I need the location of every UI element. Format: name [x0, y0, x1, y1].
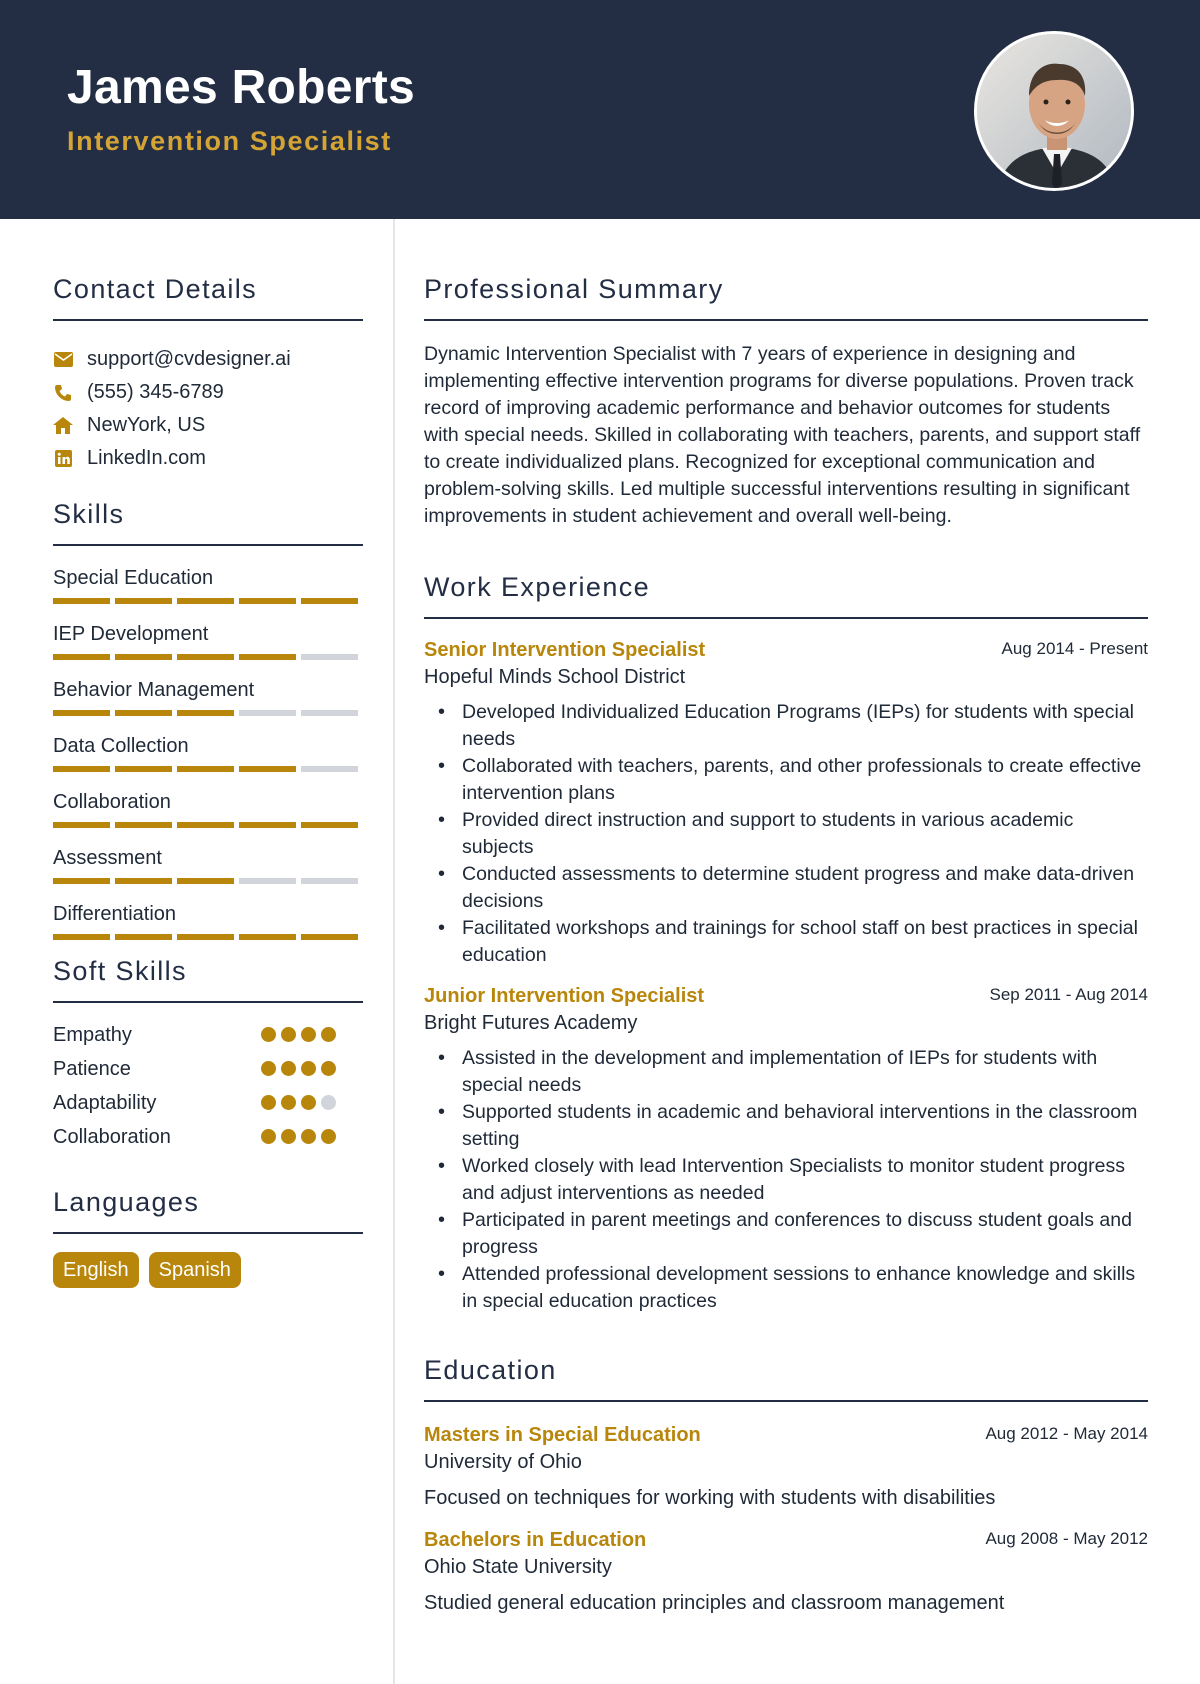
skill-item — [53, 564, 363, 604]
soft-skill-name: Collaboration — [53, 1126, 171, 1148]
skill-item — [53, 844, 363, 884]
soft-skill-name: Adaptability — [53, 1092, 157, 1114]
rating-dot — [261, 1129, 276, 1144]
contact-list — [53, 343, 363, 475]
resume-header — [0, 0, 1200, 219]
skill-level-segment — [53, 878, 110, 884]
language-tag: English — [53, 1252, 139, 1288]
skill-level-segment — [239, 766, 296, 772]
rating-dot — [261, 1095, 276, 1110]
right-column — [424, 219, 1148, 1617]
skills-section — [53, 499, 363, 940]
rating-dot — [281, 1027, 296, 1042]
job-bullet: • Assisted in the development and implementation of IEPs for students with special needs — [424, 1045, 1148, 1099]
summary-text: Dynamic Intervention Specialist with 7 years of experience in designing and implementing effective intervention programs for diverse populations. Proven track record of improving academic performance and behavior outcomes for students with special needs. Skilled in collaborating with teachers, parents, and support staff to create individualized plans. Recognized for exceptional communication and problem-solving skills. Led multiple successful interventions resulting in significant improvements in student achievement and overall well-being. — [424, 343, 1141, 527]
education-entry — [424, 1527, 1148, 1617]
skill-level-segment — [301, 934, 358, 940]
soft-skill-item — [53, 1018, 363, 1052]
skill-level-segment — [177, 934, 234, 940]
school-name: University of Ohio — [424, 1451, 582, 1473]
summary-heading: Professional Summary — [424, 274, 1148, 321]
degree-title: Masters in Special Education — [424, 1424, 701, 1446]
skill-name: Special Education — [53, 567, 214, 589]
skill-level-segment — [177, 822, 234, 828]
job-bullet: • Conducted assessments to determine student progress and make data-driven decisions — [424, 861, 1148, 915]
skill-level-segment — [53, 766, 110, 772]
skill-level-bar — [53, 654, 363, 660]
skill-name: Behavior Management — [53, 679, 255, 701]
job-entry — [424, 983, 1148, 1315]
job-organization: Hopeful Minds School District — [424, 666, 686, 688]
soft-skill-name: Empathy — [53, 1024, 132, 1046]
skill-level-segment — [53, 654, 110, 660]
skill-level-segment — [177, 878, 234, 884]
job-bullet: • Supported students in academic and behavioral interventions in the classroom setting — [424, 1099, 1148, 1153]
profile-photo — [977, 34, 1134, 191]
soft-skill-item — [53, 1052, 363, 1086]
languages-section — [53, 1187, 363, 1288]
skill-level-segment — [115, 766, 172, 772]
education-date: Aug 2008 - May 2012 — [985, 1529, 1148, 1548]
contact-phone[interactable] — [53, 376, 363, 409]
skill-item — [53, 676, 363, 716]
contact-location — [53, 409, 363, 442]
job-organization: Bright Futures Academy — [424, 1012, 638, 1034]
envelope-icon — [53, 350, 73, 370]
rating-dot — [261, 1027, 276, 1042]
job-bullet: • Collaborated with teachers, parents, and other professionals to create effective intervention plans — [424, 753, 1148, 807]
rating-dot — [281, 1095, 296, 1110]
contact-linkedin[interactable] — [53, 442, 363, 475]
job-entry — [424, 637, 1148, 969]
skill-level-segment — [115, 598, 172, 604]
languages-heading: Languages — [53, 1187, 363, 1234]
candidate-name: James Roberts — [67, 61, 416, 114]
skill-level-segment — [177, 598, 234, 604]
skill-item — [53, 732, 363, 772]
column-divider — [393, 219, 395, 1684]
skill-level-segment — [115, 878, 172, 884]
skill-level-segment — [301, 822, 358, 828]
job-date: Sep 2011 - Aug 2014 — [989, 985, 1148, 1004]
rating-dot — [301, 1129, 316, 1144]
contact-heading: Contact Details — [53, 274, 363, 321]
skill-level-segment — [239, 822, 296, 828]
education-section — [424, 1355, 1148, 1617]
skill-level-bar — [53, 766, 363, 772]
job-bullet: • Attended professional development sessions to enhance knowledge and skills in special education practices — [424, 1261, 1148, 1315]
skill-level-segment — [177, 766, 234, 772]
skills-heading: Skills — [53, 499, 363, 546]
soft-skill-rating — [261, 1129, 351, 1145]
school-name: Ohio State University — [424, 1556, 612, 1578]
contact-location-text: NewYork, US — [87, 414, 206, 436]
skill-level-bar — [53, 598, 363, 604]
job-bullets — [424, 699, 1148, 969]
skill-level-segment — [53, 710, 110, 716]
skill-level-bar — [53, 934, 363, 940]
left-column — [53, 219, 363, 1288]
skill-item — [53, 620, 363, 660]
experience-heading: Work Experience — [424, 572, 1148, 619]
job-title: Senior Intervention Specialist — [424, 639, 706, 661]
skill-level-segment — [177, 654, 234, 660]
phone-icon — [53, 383, 73, 403]
skill-level-segment — [115, 934, 172, 940]
home-icon — [53, 416, 73, 436]
job-bullet: • Provided direct instruction and support to students in various academic subjects — [424, 807, 1148, 861]
soft-skill-name: Patience — [53, 1058, 131, 1080]
skill-level-segment — [53, 822, 110, 828]
contact-email[interactable] — [53, 343, 363, 376]
languages-list — [53, 1252, 363, 1288]
skill-name: Data Collection — [53, 735, 189, 757]
skills-list — [53, 564, 363, 940]
skill-level-segment — [115, 710, 172, 716]
rating-dot — [281, 1061, 296, 1076]
job-bullet: • Developed Individualized Education Programs (IEPs) for students with special needs — [424, 699, 1148, 753]
contact-section — [53, 274, 363, 475]
rating-dot — [301, 1061, 316, 1076]
education-description: Studied general education principles and classroom management — [424, 1592, 1005, 1614]
skill-name: Assessment — [53, 847, 162, 869]
skill-level-segment — [239, 654, 296, 660]
summary-section — [424, 274, 1148, 530]
rating-dot — [301, 1095, 316, 1110]
contact-linkedin-text: LinkedIn.com — [87, 447, 206, 469]
rating-dot — [321, 1129, 336, 1144]
skill-level-segment — [239, 710, 296, 716]
soft-skill-rating — [261, 1061, 351, 1077]
skill-name: IEP Development — [53, 623, 209, 645]
experience-section — [424, 572, 1148, 1315]
soft-skill-rating — [261, 1027, 351, 1043]
skill-level-segment — [239, 878, 296, 884]
linkedin-icon — [53, 449, 73, 469]
rating-dot — [321, 1027, 336, 1042]
skill-level-bar — [53, 878, 363, 884]
education-heading: Education — [424, 1355, 1148, 1402]
education-entry — [424, 1422, 1148, 1512]
skill-level-segment — [301, 598, 358, 604]
job-bullets — [424, 1045, 1148, 1315]
soft-skill-item — [53, 1120, 363, 1154]
job-bullet: • Worked closely with lead Intervention Specialists to monitor student progress and adjust interventions as needed — [424, 1153, 1148, 1207]
skill-level-segment — [239, 934, 296, 940]
skill-level-bar — [53, 710, 363, 716]
soft-skill-rating — [261, 1095, 351, 1111]
skill-item — [53, 788, 363, 828]
skill-level-segment — [301, 878, 358, 884]
skill-level-segment — [239, 598, 296, 604]
soft-skills-list — [53, 1018, 363, 1154]
skill-level-segment — [301, 766, 358, 772]
rating-dot — [281, 1129, 296, 1144]
soft-skill-item — [53, 1086, 363, 1120]
degree-title: Bachelors in Education — [424, 1529, 647, 1551]
job-bullet: • Participated in parent meetings and conferences to discuss student goals and progress — [424, 1207, 1148, 1261]
candidate-title: Intervention Specialist — [67, 126, 392, 156]
soft-skills-heading: Soft Skills — [53, 956, 363, 1003]
skill-level-segment — [301, 654, 358, 660]
skill-level-segment — [115, 654, 172, 660]
rating-dot — [261, 1061, 276, 1076]
rating-dot — [321, 1095, 336, 1110]
skill-level-segment — [115, 822, 172, 828]
avatar — [974, 31, 1134, 191]
soft-skills-section — [53, 956, 363, 1154]
contact-phone-text: (555) 345-6789 — [87, 381, 224, 403]
job-date: Aug 2014 - Present — [1001, 639, 1148, 658]
skill-level-bar — [53, 822, 363, 828]
skill-item — [53, 900, 363, 940]
job-bullet: • Facilitated workshops and trainings for school staff on best practices in special education — [424, 915, 1148, 969]
skill-level-segment — [53, 934, 110, 940]
rating-dot — [321, 1061, 336, 1076]
education-description: Focused on techniques for working with students with disabilities — [424, 1487, 996, 1509]
education-date: Aug 2012 - May 2014 — [985, 1424, 1148, 1443]
skill-name: Differentiation — [53, 903, 177, 925]
rating-dot — [301, 1027, 316, 1042]
contact-email-text: support@cvdesigner.ai — [87, 348, 291, 370]
skill-level-segment — [177, 710, 234, 716]
job-title: Junior Intervention Specialist — [424, 985, 705, 1007]
skill-level-segment — [301, 710, 358, 716]
skill-level-segment — [53, 598, 110, 604]
skill-name: Collaboration — [53, 791, 171, 813]
language-tag: Spanish — [149, 1252, 241, 1288]
